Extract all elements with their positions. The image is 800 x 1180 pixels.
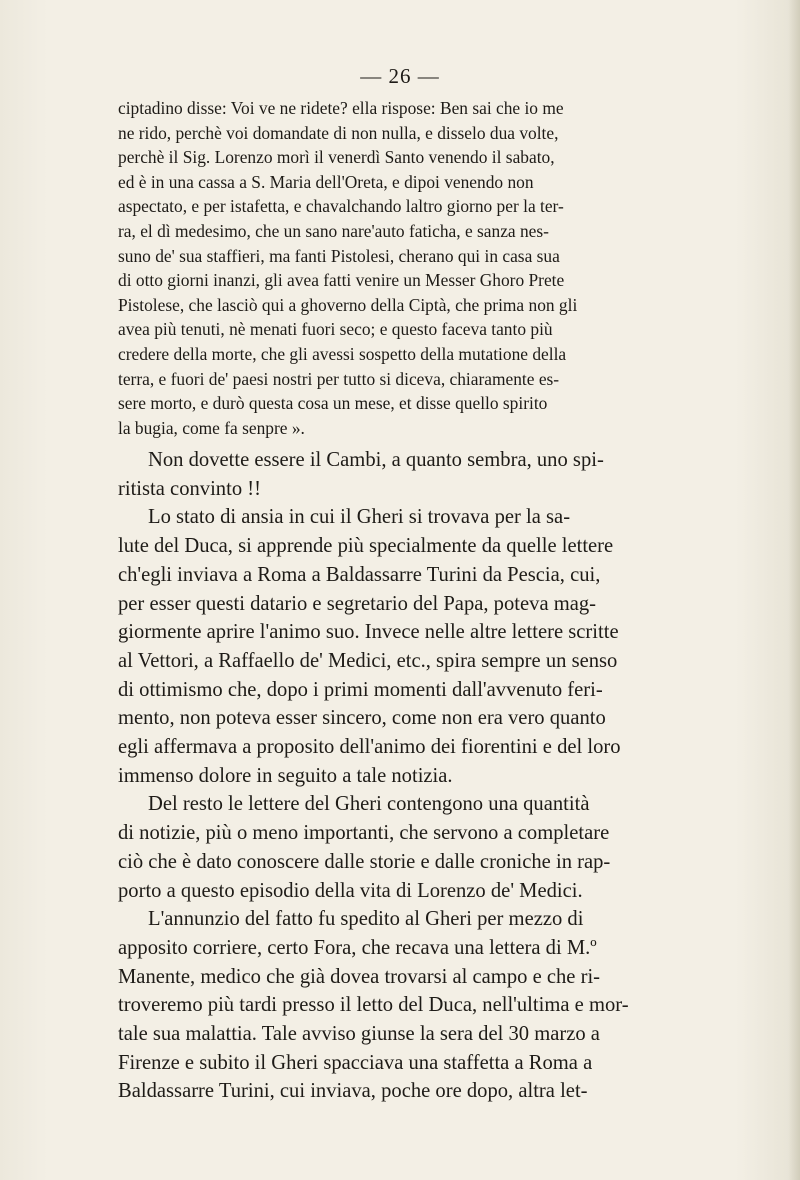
text-line: al Vettori, a Raffaello de' Medici, etc., spira sempre un senso [118, 649, 618, 672]
text-line: tale sua malattia. Tale avviso giunse la sera del 30 marzo a [118, 1023, 600, 1046]
text-line: ciò che è dato conoscere dalle storie e dalle croniche in rap- [118, 850, 611, 873]
quote-line: ciptadino disse: Voi ve ne ridete? ella rispose: Ben sai che io me [118, 98, 564, 118]
text-line: Lo stato di ansia in cui il Gheri si trovava per la sa- [148, 506, 571, 529]
quote-line: di otto giorni inanzi, gli avea fatti venire un Messer Ghoro Prete [118, 270, 565, 291]
text-line: L'annunzio del fatto fu spedito al Gheri per mezzo di [148, 908, 584, 931]
page-edge-shadow [788, 0, 800, 1180]
text-line: apposito corriere, certo Fora, che recava una lettera di M.º [118, 936, 597, 959]
text-line: Manente, medico che già dovea trovarsi al campo e che ri- [118, 965, 601, 988]
text-line: troveremo più tardi presso il letto del Duca, nell'ultima e mor- [118, 994, 629, 1017]
quote-line: ne rido, perchè voi domandate di non nulla, e disselo dua volte, [118, 122, 559, 143]
text-line: per esser questi datario e segretario del Papa, poteva mag- [118, 592, 597, 615]
text-line: Baldassarre Turini, cui inviava, poche ore dopo, altra let- [118, 1080, 588, 1103]
text-line: lute del Duca, si apprende più specialmente da quelle lettere [118, 535, 614, 558]
quote-line: avea più tenuti, nè menati fuori seco; e questo faceva tanto più [118, 319, 553, 340]
quote-line: ra, el dì medesimo, che un sano nare'auto faticha, e sanza nes- [118, 220, 549, 241]
text-line: Del resto le lettere del Gheri contengono una quantità [148, 793, 590, 816]
text-line: giormente aprire l'animo suo. Invece nelle altre lettere scritte [118, 621, 619, 644]
quote-line: sere morto, e durò questa cosa un mese, et disse quello spirito [118, 393, 548, 414]
quote-line: ed è in una cassa a S. Maria dell'Oreta, e dipoi venendo non [118, 171, 534, 192]
text-line: egli affermava a proposito dell'animo dei fiorentini e del loro [118, 736, 621, 759]
quote-line: terra, e fuori de' paesi nostri per tutto si diceva, chiaramente es- [118, 368, 560, 389]
quote-line: perchè il Sig. Lorenzo morì il venerdì Santo venendo il sabato, [118, 147, 555, 168]
body-text [118, 446, 704, 1106]
text-line: porto a questo episodio della vita di Lorenzo de' Medici. [118, 879, 583, 902]
text-line: ch'egli inviava a Roma a Baldassarre Turini da Pescia, cui, [118, 563, 601, 586]
text-line: di notizie, più o meno importanti, che servono a completare [118, 822, 610, 845]
quote-line: suno de' sua staffieri, ma fanti Pistolesi, cherano qui in casa sua [118, 245, 560, 266]
quote-line: la bugia, come fa senpre ». [118, 417, 305, 438]
quote-line: credere della morte, che gli avessi sospetto della mutatione della [118, 343, 567, 364]
text-line: mento, non poteva esser sincero, come non era vero quanto [118, 707, 606, 730]
page-number: — 26 — [360, 64, 440, 88]
text-line: immenso dolore in seguito a tale notizia. [118, 764, 453, 787]
quote-line: Pistolese, che lasciò qui a ghoverno della Ciptà, che prima non gli [118, 294, 578, 315]
text-line: Firenze e subito il Gheri spacciava una staffetta a Roma a [118, 1051, 593, 1074]
text-line: Non dovette essere il Cambi, a quanto sembra, uno spi- [148, 449, 604, 471]
text-line: ritista convinto !! [118, 477, 261, 500]
quote-line: aspectato, e per istafetta, e chavalchando laltro giorno per la ter- [118, 196, 564, 217]
text-line: di ottimismo che, dopo i primi momenti dall'avvenuto feri- [118, 678, 603, 701]
quoted-chronicle-passage [118, 96, 704, 440]
